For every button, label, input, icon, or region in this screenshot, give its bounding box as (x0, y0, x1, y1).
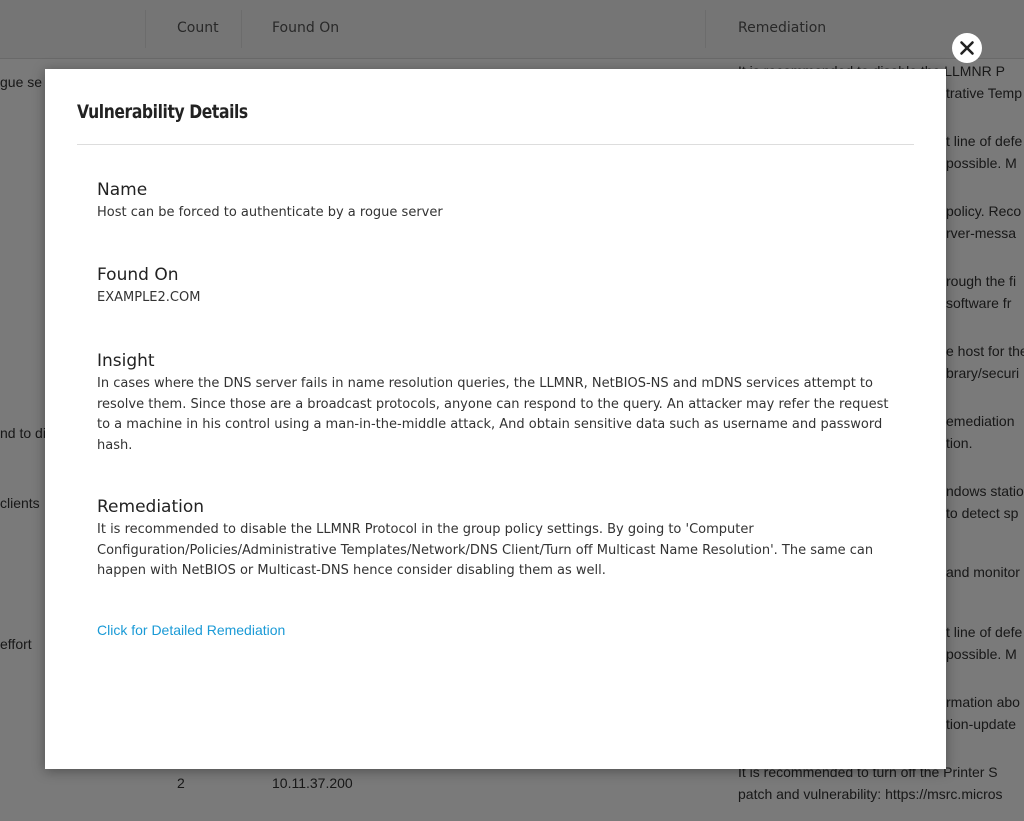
found-on-section (97, 264, 897, 309)
modal-title: Vulnerability Details (77, 101, 248, 123)
insight-section (97, 350, 897, 456)
close-button[interactable] (952, 33, 982, 63)
found-on-label: Found On (97, 265, 179, 285)
remediation-label: Remediation (97, 497, 205, 517)
found-on-value: EXAMPLE2.COM (97, 290, 201, 305)
detailed-remediation-link[interactable]: Click for Detailed Remediation (97, 622, 286, 638)
insight-value: In cases where the DNS server fails in name resolution queries, the LLMNR, NetBIOS-NS and mDNS services attempt to resolve them. Since those are a broadcast protocols, anyone can respond to the query. An attacker may refer the request to a machine in his control using a man-in-the-middle attack, And obtain sensitive data such as username and password hash. (97, 376, 889, 453)
name-value: Host can be forced to authenticate by a rogue server (97, 205, 443, 220)
remediation-section (97, 496, 897, 582)
vulnerability-details-modal (45, 69, 946, 769)
name-section (97, 179, 897, 224)
close-icon (952, 33, 982, 63)
remediation-value: It is recommended to disable the LLMNR Protocol in the group policy settings. By going to 'Computer Configuration/Policies/Administrative Templates/Network/DNS Client/Turn off Multicast Name Resolution'. The same can happen with NetBIOS or Multicast-DNS hence consider disabling them as well. (97, 522, 874, 578)
modal-divider (77, 144, 914, 145)
name-label: Name (97, 180, 148, 200)
insight-label: Insight (97, 351, 155, 371)
